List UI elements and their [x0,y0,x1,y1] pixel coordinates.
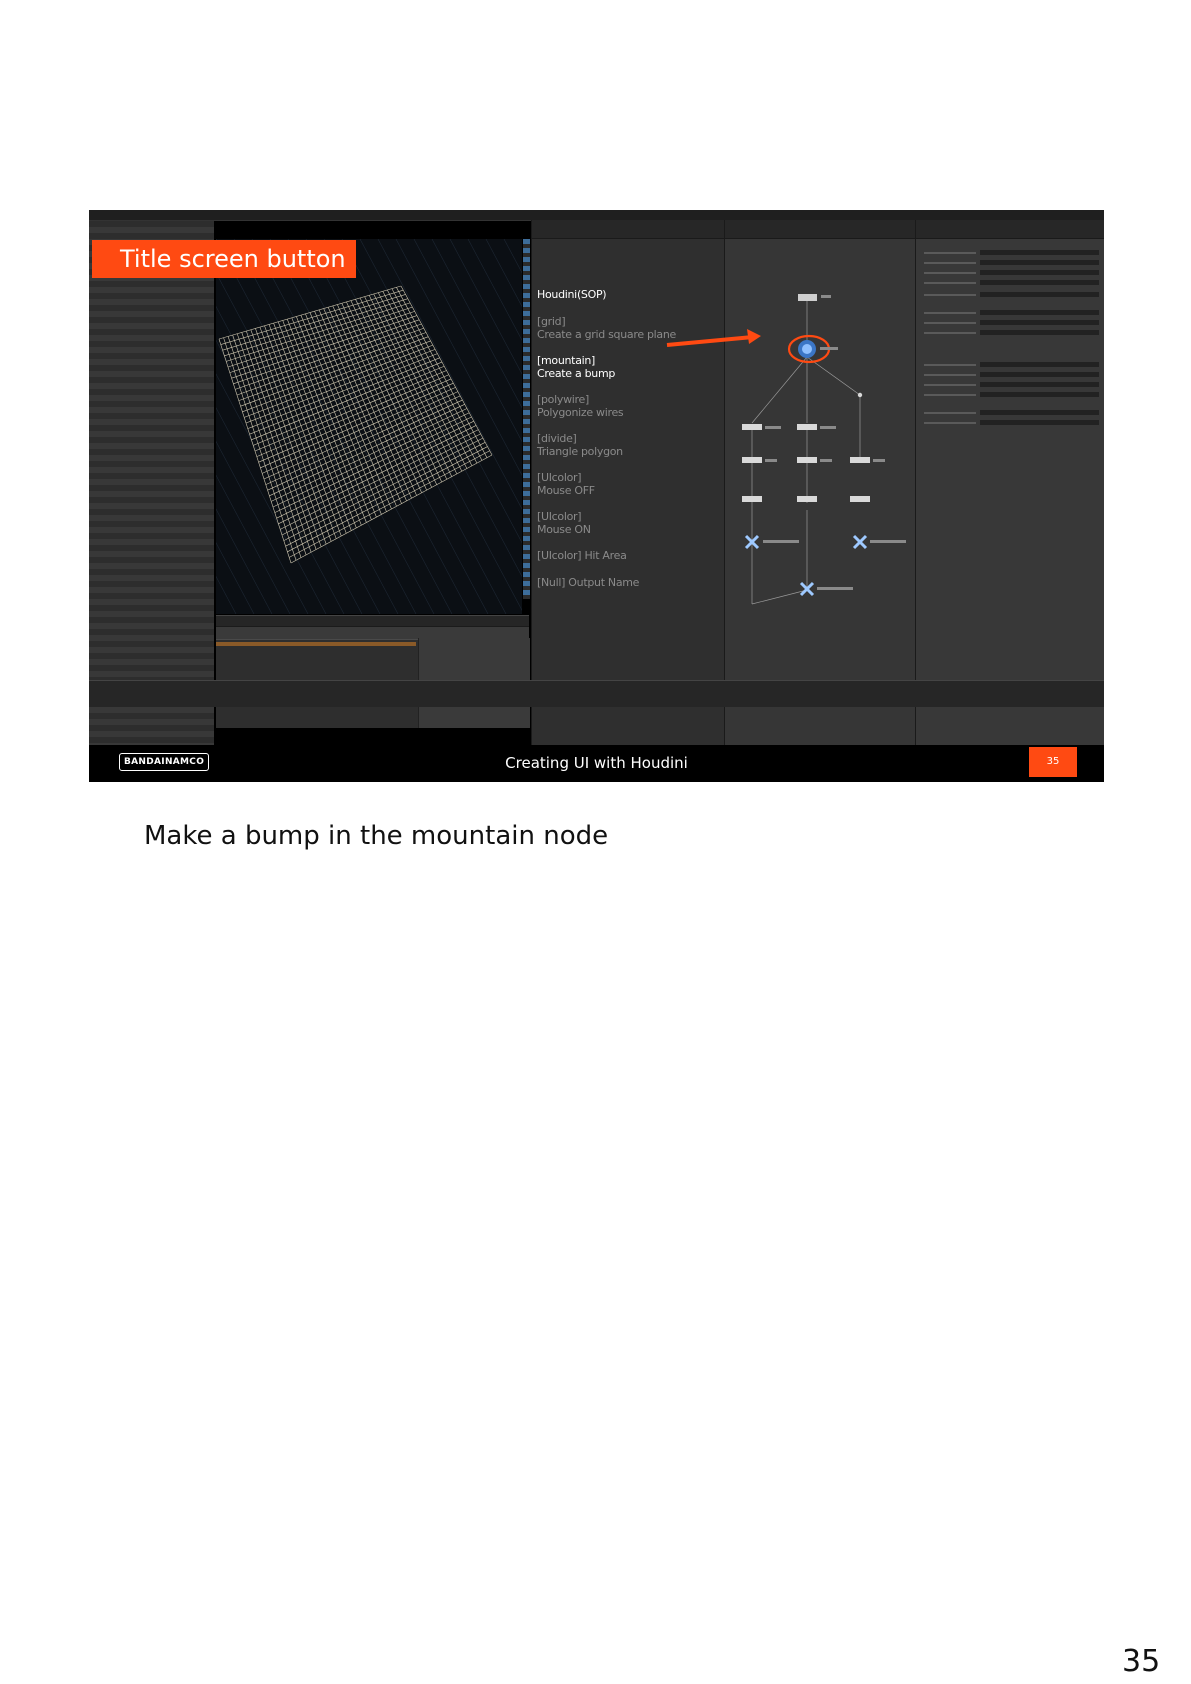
line-polywire: [polywire] [537,393,589,406]
line-uicolor-on-desc: Mouse ON [537,523,591,536]
line-null-output: [Null] Output Name [537,576,640,589]
line-uicolor-off: [UIcolor] [537,471,582,484]
caption: Make a bump in the mountain node [144,821,609,851]
page-number: 35 [1122,1644,1161,1679]
line-polywire-desc: Polygonize wires [537,406,624,419]
line-uicolor-off-desc: Mouse OFF [537,484,595,497]
line-hit-area: [UIcolor] Hit Area [537,549,627,562]
line-uicolor-on: [UIcolor] [537,510,582,523]
slide-footer [89,745,1104,782]
houdini-sop-heading: Houdini(SOP) [537,288,607,301]
title-screen-banner: Title screen button [92,240,356,278]
annotation-arrow [89,210,1104,782]
footer-title: Creating UI with Houdini [505,754,688,772]
line-divide-desc: Triangle polygon [537,445,623,458]
slide-number-badge: 35 [1029,747,1077,777]
bandainamco-logo: BANDAINAMCO [119,753,209,771]
line-mountain-desc: Create a bump [537,367,616,380]
line-grid-desc: Create a grid square plane [537,328,677,341]
line-grid: [grid] [537,315,566,328]
line-mountain: [mountain] [537,354,596,367]
line-divide: [divide] [537,432,577,445]
slide-screenshot [89,210,1104,782]
